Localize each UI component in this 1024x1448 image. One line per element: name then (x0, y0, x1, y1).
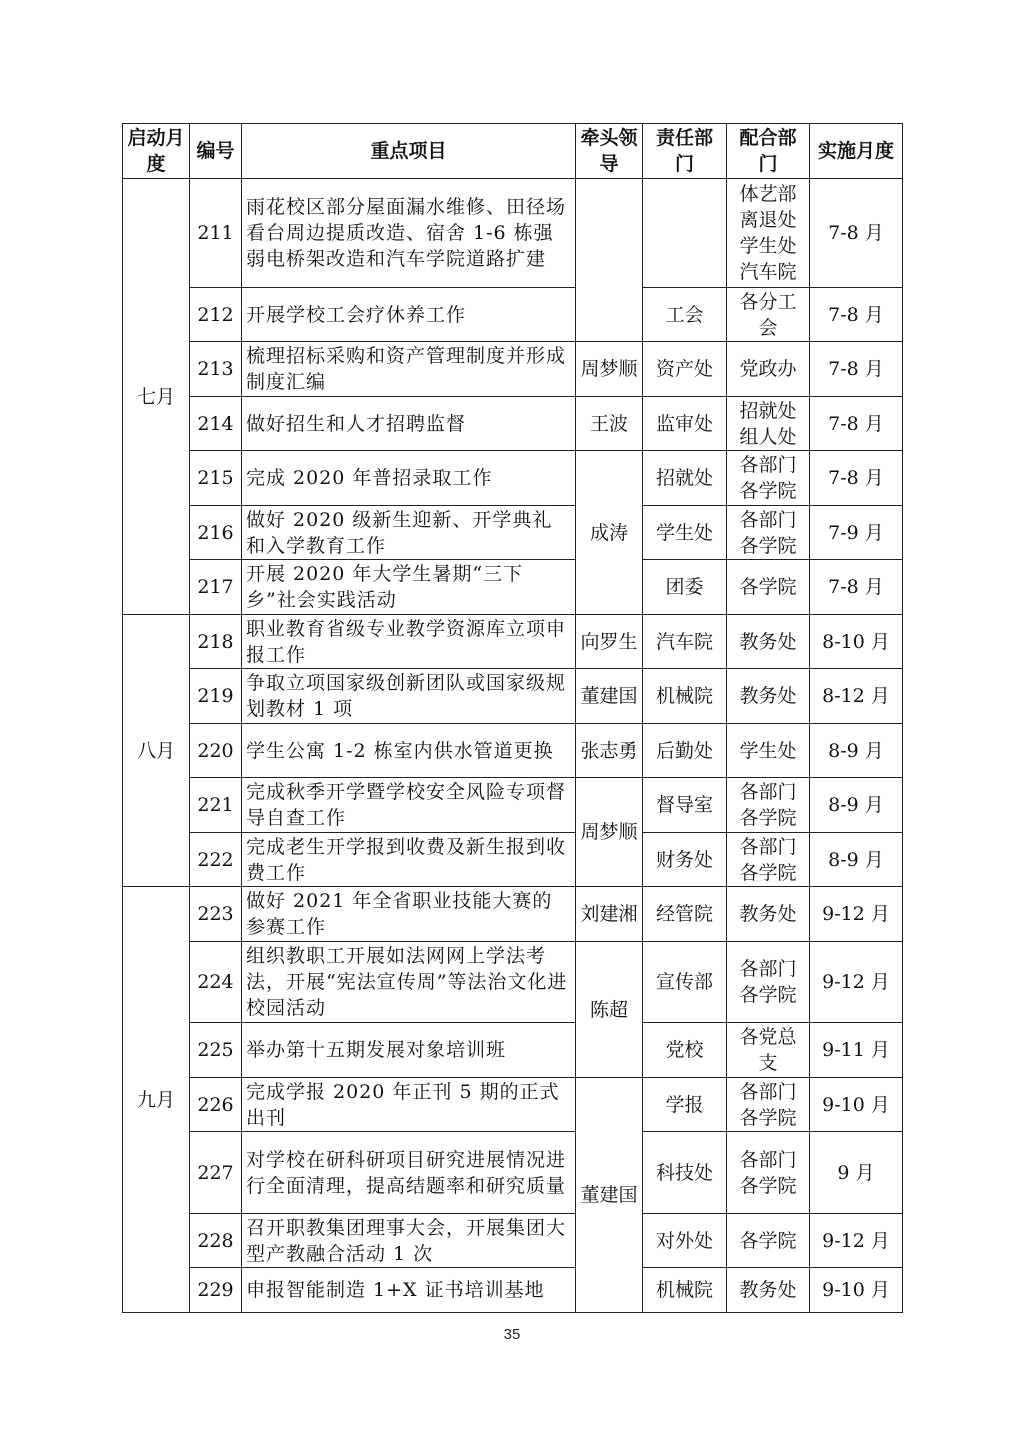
row-dept: 招就处 (643, 451, 727, 506)
row-period: 7-9 月 (810, 506, 903, 560)
row-dept: 监审处 (643, 397, 727, 451)
row-dept: 宣传部 (643, 942, 727, 1023)
row-num: 215 (190, 451, 242, 506)
row-num: 224 (190, 942, 242, 1023)
row-num: 217 (190, 560, 242, 615)
row-dept (643, 179, 727, 288)
row-dept: 财务处 (643, 833, 727, 887)
row-coop: 教务处 (727, 669, 810, 724)
row-num: 218 (190, 615, 242, 669)
row-period: 7-8 月 (810, 451, 903, 506)
table-row (123, 288, 903, 342)
row-dept: 机械院 (643, 1268, 727, 1313)
row-dept: 督导室 (643, 778, 727, 833)
row-num: 228 (190, 1214, 242, 1268)
row-num: 214 (190, 397, 242, 451)
row-leader: 陈超 (576, 942, 643, 1078)
header-dept: 责任部门 (643, 124, 727, 179)
row-coop: 教务处 (727, 615, 810, 669)
row-period: 7-8 月 (810, 397, 903, 451)
row-project: 申报智能制造 1+X 证书培训基地 (242, 1268, 576, 1313)
row-num: 211 (190, 179, 242, 288)
row-project: 做好 2021 年全省职业技能大赛的参赛工作 (242, 887, 576, 942)
table-row (123, 887, 903, 942)
row-num: 221 (190, 778, 242, 833)
table-row (123, 1268, 903, 1313)
row-period: 9-10 月 (810, 1268, 903, 1313)
table-row (123, 506, 903, 560)
row-coop: 各部门各学院 (727, 506, 810, 560)
group-month-july: 七月 (123, 179, 190, 615)
row-dept: 工会 (643, 288, 727, 342)
row-coop: 招就处组人处 (727, 397, 810, 451)
row-coop: 教务处 (727, 887, 810, 942)
row-project: 学生公寓 1-2 栋室内供水管道更换 (242, 724, 576, 778)
table-row (123, 778, 903, 833)
header-leader: 牵头领导 (576, 124, 643, 179)
row-num: 222 (190, 833, 242, 887)
page-number: 35 (503, 1326, 521, 1343)
row-project: 开展 2020 年大学生暑期“三下乡”社会实践活动 (242, 560, 576, 615)
row-project: 做好 2020 级新生迎新、开学典礼和入学教育工作 (242, 506, 576, 560)
row-dept: 团委 (643, 560, 727, 615)
table-row (123, 1132, 903, 1214)
table-row (123, 342, 903, 397)
row-project: 召开职教集团理事大会，开展集团大型产教融合活动 1 次 (242, 1214, 576, 1268)
row-dept: 学生处 (643, 506, 727, 560)
row-period: 7-8 月 (810, 179, 903, 288)
row-period: 7-8 月 (810, 288, 903, 342)
group-month-september: 九月 (123, 887, 190, 1313)
row-dept: 后勤处 (643, 724, 727, 778)
row-leader: 刘建湘 (576, 887, 643, 942)
row-num: 212 (190, 288, 242, 342)
table-header-row (123, 124, 903, 179)
header-month: 启动月度 (123, 124, 190, 179)
row-project: 完成学报 2020 年正刊 5 期的正式出刊 (242, 1078, 576, 1132)
row-coop: 学生处 (727, 724, 810, 778)
table-row (123, 669, 903, 724)
row-project: 开展学校工会疗休养工作 (242, 288, 576, 342)
row-coop: 各部门各学院 (727, 942, 810, 1023)
row-period: 7-8 月 (810, 342, 903, 397)
row-coop: 各分工会 (727, 288, 810, 342)
row-dept: 学报 (643, 1078, 727, 1132)
row-coop: 各部门各学院 (727, 778, 810, 833)
row-num: 220 (190, 724, 242, 778)
row-coop: 党政办 (727, 342, 810, 397)
row-num: 223 (190, 887, 242, 942)
row-leader: 王波 (576, 397, 643, 451)
row-project: 举办第十五期发展对象培训班 (242, 1023, 576, 1078)
row-dept: 党校 (643, 1023, 727, 1078)
header-num: 编号 (190, 124, 242, 179)
row-project: 职业教育省级专业教学资源库立项申报工作 (242, 615, 576, 669)
row-dept: 对外处 (643, 1214, 727, 1268)
row-coop: 体艺部离退处学生处汽车院 (727, 179, 810, 288)
row-coop: 各部门各学院 (727, 833, 810, 887)
row-period: 9-10 月 (810, 1078, 903, 1132)
row-project: 组织教职工开展如法网网上学法考法，开展“宪法宣传周”等法治文化进校园活动 (242, 942, 576, 1023)
row-period: 8-9 月 (810, 724, 903, 778)
row-coop: 各学院 (727, 560, 810, 615)
row-num: 227 (190, 1132, 242, 1214)
row-period: 7-8 月 (810, 560, 903, 615)
header-coop: 配合部门 (727, 124, 810, 179)
table-row (123, 179, 903, 288)
key-projects-table (122, 123, 903, 1313)
table-row (123, 942, 903, 1023)
row-num: 213 (190, 342, 242, 397)
row-leader: 向罗生 (576, 615, 643, 669)
table-row (123, 1214, 903, 1268)
row-num: 229 (190, 1268, 242, 1313)
row-num: 226 (190, 1078, 242, 1132)
row-coop: 各部门各学院 (727, 1078, 810, 1132)
row-period: 9 月 (810, 1132, 903, 1214)
row-dept: 经管院 (643, 887, 727, 942)
row-num: 216 (190, 506, 242, 560)
group-month-august: 八月 (123, 615, 190, 887)
row-coop: 各党总支 (727, 1023, 810, 1078)
row-period: 8-12 月 (810, 669, 903, 724)
row-leader: 周梦顺 (576, 778, 643, 887)
row-num: 225 (190, 1023, 242, 1078)
table-row (123, 724, 903, 778)
row-coop: 各部门各学院 (727, 1132, 810, 1214)
row-project: 雨花校区部分屋面漏水维修、田径场看台周边提质改造、宿舍 1-6 栋强弱电桥架改造和汽车学院道路扩建 (242, 179, 576, 288)
row-leader: 董建国 (576, 669, 643, 724)
row-leader: 董建国 (576, 1078, 643, 1313)
table-row (123, 833, 903, 887)
row-project: 做好招生和人才招聘监督 (242, 397, 576, 451)
table-row (123, 1078, 903, 1132)
row-coop: 教务处 (727, 1268, 810, 1313)
row-project: 争取立项国家级创新团队或国家级规划教材 1 项 (242, 669, 576, 724)
row-period: 8-9 月 (810, 833, 903, 887)
row-leader: 周梦顺 (576, 342, 643, 397)
row-project: 完成 2020 年普招录取工作 (242, 451, 576, 506)
row-project: 完成老生开学报到收费及新生报到收费工作 (242, 833, 576, 887)
table-row (123, 615, 903, 669)
row-project: 对学校在研科研项目研究进展情况进行全面清理，提高结题率和研究质量 (242, 1132, 576, 1214)
table-row (123, 1023, 903, 1078)
row-leader: 成涛 (576, 451, 643, 615)
row-period: 9-12 月 (810, 942, 903, 1023)
row-leader (576, 179, 643, 342)
row-dept: 资产处 (643, 342, 727, 397)
header-period: 实施月度 (810, 124, 903, 179)
table-row (123, 451, 903, 506)
row-coop: 各部门各学院 (727, 451, 810, 506)
header-project: 重点项目 (242, 124, 576, 179)
row-dept: 机械院 (643, 669, 727, 724)
row-period: 8-9 月 (810, 778, 903, 833)
row-leader: 张志勇 (576, 724, 643, 778)
row-project: 完成秋季开学暨学校安全风险专项督导自查工作 (242, 778, 576, 833)
row-period: 9-11 月 (810, 1023, 903, 1078)
row-num: 219 (190, 669, 242, 724)
row-dept: 汽车院 (643, 615, 727, 669)
row-dept: 科技处 (643, 1132, 727, 1214)
table-row (123, 560, 903, 615)
row-period: 9-12 月 (810, 1214, 903, 1268)
row-period: 9-12 月 (810, 887, 903, 942)
row-period: 8-10 月 (810, 615, 903, 669)
table-row (123, 397, 903, 451)
row-coop: 各学院 (727, 1214, 810, 1268)
row-project: 梳理招标采购和资产管理制度并形成制度汇编 (242, 342, 576, 397)
